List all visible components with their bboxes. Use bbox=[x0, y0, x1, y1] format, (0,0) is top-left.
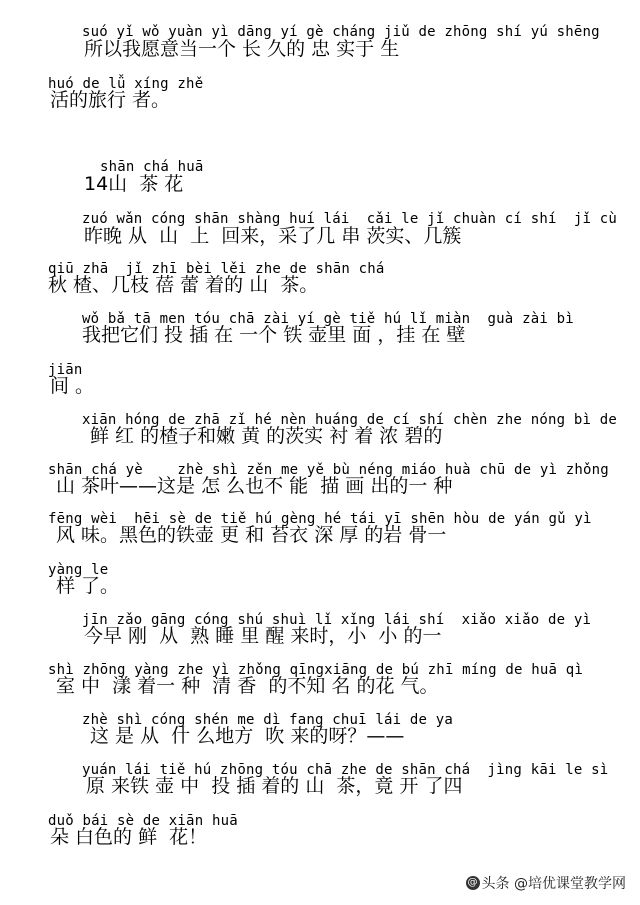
pinyin: fēng wèi hēi sè de tiě hú gèng hé tái yī shēn hòu de yán gǔ yì bbox=[48, 511, 592, 527]
section-title: 14山 茶 花 bbox=[84, 173, 184, 195]
pinyin: duǒ bái sè de xiān huā bbox=[48, 813, 238, 829]
hanzi: 风 味。黑色的铁壶 更 和 苔衣 深 厚 的岩 骨一 bbox=[56, 524, 447, 546]
hanzi: 我把它们 投 插 在 一个 铁 壶里 面 ，挂 在 壁 bbox=[82, 324, 466, 346]
hanzi: 间 。 bbox=[50, 375, 95, 397]
pinyin: zhè shì cóng shén me dì fang chuī lái de ya bbox=[82, 712, 454, 728]
pinyin: shān chá yè zhè shì zěn me yě bù néng miáo huà chū de yì zhǒng bbox=[48, 462, 609, 478]
hanzi: 山 茶叶——这是 怎 么也不 能 描 画 出的一 种 bbox=[56, 475, 453, 497]
pinyin: jiān bbox=[48, 362, 83, 378]
hanzi: 活的旅行 者。 bbox=[50, 89, 171, 111]
pinyin: yàng le bbox=[48, 562, 109, 578]
hanzi: 样 了。 bbox=[56, 575, 120, 597]
hanzi: 今早 刚 从 熟 睡 里 醒 来时，小 小 的一 bbox=[84, 625, 442, 647]
hanzi: 秋 楂、几枝 蓓 蕾 着的 山 茶。 bbox=[48, 274, 319, 296]
pinyin: shān chá huā bbox=[100, 159, 204, 175]
pinyin: shì zhōng yàng zhe yì zhǒng qīngxiāng de bú zhī míng de huā qì bbox=[48, 662, 583, 678]
hanzi: 朵 白色的 鲜 花！ bbox=[50, 826, 208, 848]
pinyin: qiū zhā jǐ zhī bèi lěi zhe de shān chá bbox=[48, 261, 385, 277]
hanzi: 鲜 红 的楂子和嫩 黄 的茨实 衬 着 浓 碧的 bbox=[90, 425, 443, 447]
pinyin: suó yǐ wǒ yuàn yì dāng yí gè cháng jiǔ de zhōng shí yú shēng bbox=[82, 24, 600, 40]
watermark bbox=[466, 873, 626, 893]
toutiao-logo-icon: @ bbox=[467, 877, 478, 888]
hanzi: 昨晚 从 山 上 回来，采了几 串 茨实、几簇 bbox=[84, 225, 462, 247]
hanzi: 这 是 从 什 么地方 吹 来的呀？—— bbox=[90, 725, 405, 747]
pinyin: jīn zǎo gāng cóng shú shuì lǐ xǐng lái shí xiǎo xiǎo de yì bbox=[82, 612, 592, 628]
watermark-text: 头条 @培优课堂教学网 bbox=[481, 876, 626, 892]
pinyin: wǒ bǎ tā men tóu chā zài yí gè tiě hú lǐ miàn guà zài bì bbox=[82, 311, 574, 327]
pinyin: huó de lǚ xíng zhě bbox=[48, 76, 204, 92]
pinyin: xiān hóng de zhā zǐ hé nèn huáng de cí shí chèn zhe nóng bì de bbox=[82, 412, 617, 428]
hanzi: 室 中 漾 着一 种 清 香 的不知 名 的花 气。 bbox=[56, 675, 439, 697]
pinyin: zuó wǎn cóng shān shàng huí lái cǎi le jǐ chuàn cí shí jǐ cù bbox=[82, 211, 617, 227]
hanzi: 原 来铁 壶 中 投 插 着的 山 茶，竟 开 了四 bbox=[86, 775, 463, 797]
hanzi: 所以我愿意当一个 长 久的 忠 实于 生 bbox=[84, 38, 400, 60]
pinyin: yuán lái tiě hú zhōng tóu chā zhe de shān chá jìng kāi le sì bbox=[82, 762, 609, 778]
